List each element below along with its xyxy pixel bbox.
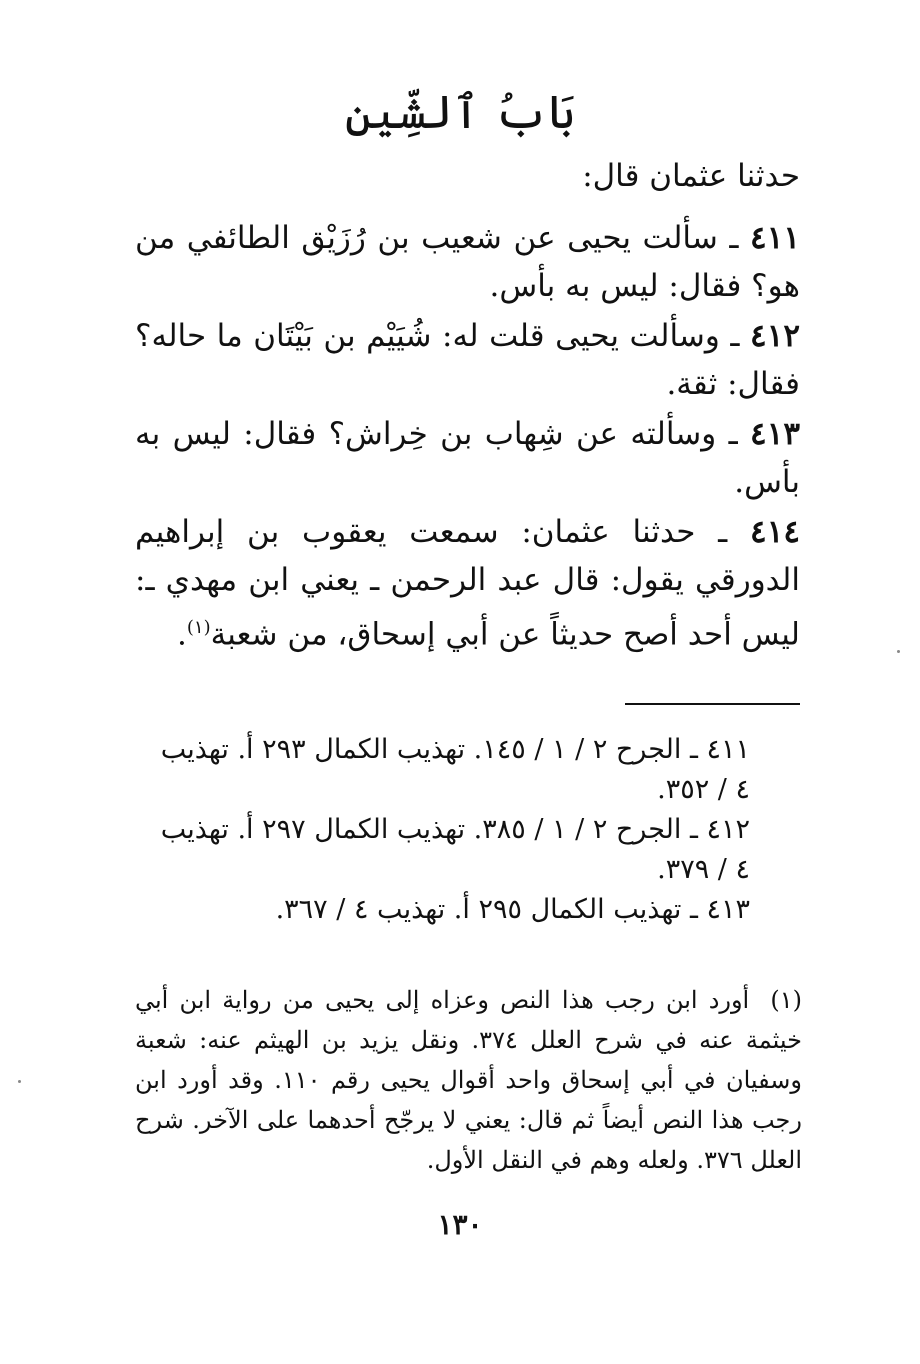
- entry-413: [135, 410, 800, 506]
- page-number: ١٣٠: [437, 1208, 483, 1241]
- entry-end: .: [177, 616, 187, 653]
- reference-continuation: ٤ / ٣٥٢.: [657, 774, 750, 805]
- footnote-text: أورد ابن رجب هذا النص وعزاه إلى يحيى من رواية ابن أبي خيثمة عنه في شرح العلل ٣٧٤. ونقل يزيد بن الهيثم عنه: شعبة وسفيان في أبي إسحاق واحد أقوال يحيى رقم ١١٠. وقد أورد ابن رجب هذا النص أيضاً ثم قال: يعني لا يرجّح أحدهما على الآخر. شرح العلل ٣٧٦. ولعله وهم في النقل الأول.: [135, 986, 803, 1174]
- footnote-divider: [625, 703, 800, 705]
- entry-414: [135, 508, 800, 658]
- reference-line: ٤١٣ ـ تهذيب الكمال ٢٩٥ أ. تهذيب ٤ / ٣٦٧.: [275, 894, 750, 925]
- reference-line: ٤١١ ـ الجرح ٢ / ١ / ١٤٥. تهذيب الكمال ٢٩٣ أ. تهذيب: [160, 734, 750, 765]
- reference-411: [135, 730, 750, 810]
- entry-411: [135, 214, 800, 310]
- entry-text: ـ حدثنا عثمان: سمعت يعقوب بن إبراهيم الدورقي يقول: قال عبد الرحمن ـ يعني ابن مهدي ـ: ليس أحد أصح حديثاً عن أبي إسحاق، من شعبة: [135, 514, 800, 653]
- intro-line: حدثنا عثمان قال:: [582, 158, 800, 194]
- entry-text: ـ وسألت يحيى قلت له: شُيَيْم بن بَيْتَان ما حاله؟ فقال: ثقة.: [135, 318, 800, 402]
- footnote-reference[interactable]: (١): [186, 617, 211, 638]
- entry-412: [135, 312, 800, 408]
- reference-413: [135, 890, 750, 930]
- entry-text: ـ سألت يحيى عن شعيب بن رُزَيْق الطائفي من هو؟ فقال: ليس به بأس.: [135, 220, 800, 304]
- entry-number: ٤١٤: [750, 514, 800, 550]
- scan-speck: [897, 650, 900, 653]
- footnote: [135, 980, 802, 1180]
- reference-412: [135, 810, 750, 890]
- chapter-title: بَابُ ٱلشِّين: [344, 85, 576, 139]
- reference-continuation: ٤ / ٣٧٩.: [657, 854, 750, 885]
- reference-line: ٤١٢ ـ الجرح ٢ / ١ / ٣٨٥. تهذيب الكمال ٢٩٧ أ. تهذيب: [160, 814, 750, 845]
- main-text: [135, 152, 800, 660]
- entry-number: ٤١١: [750, 220, 800, 256]
- scan-speck: [18, 1080, 21, 1083]
- references-block: [135, 730, 750, 930]
- entry-text: ـ وسألته عن شِهاب بن خِراش؟ فقال: ليس به بأس.: [135, 416, 800, 500]
- entry-number: ٤١٢: [750, 318, 800, 354]
- entry-number: ٤١٣: [750, 416, 800, 452]
- footnote-marker: (١): [770, 986, 802, 1014]
